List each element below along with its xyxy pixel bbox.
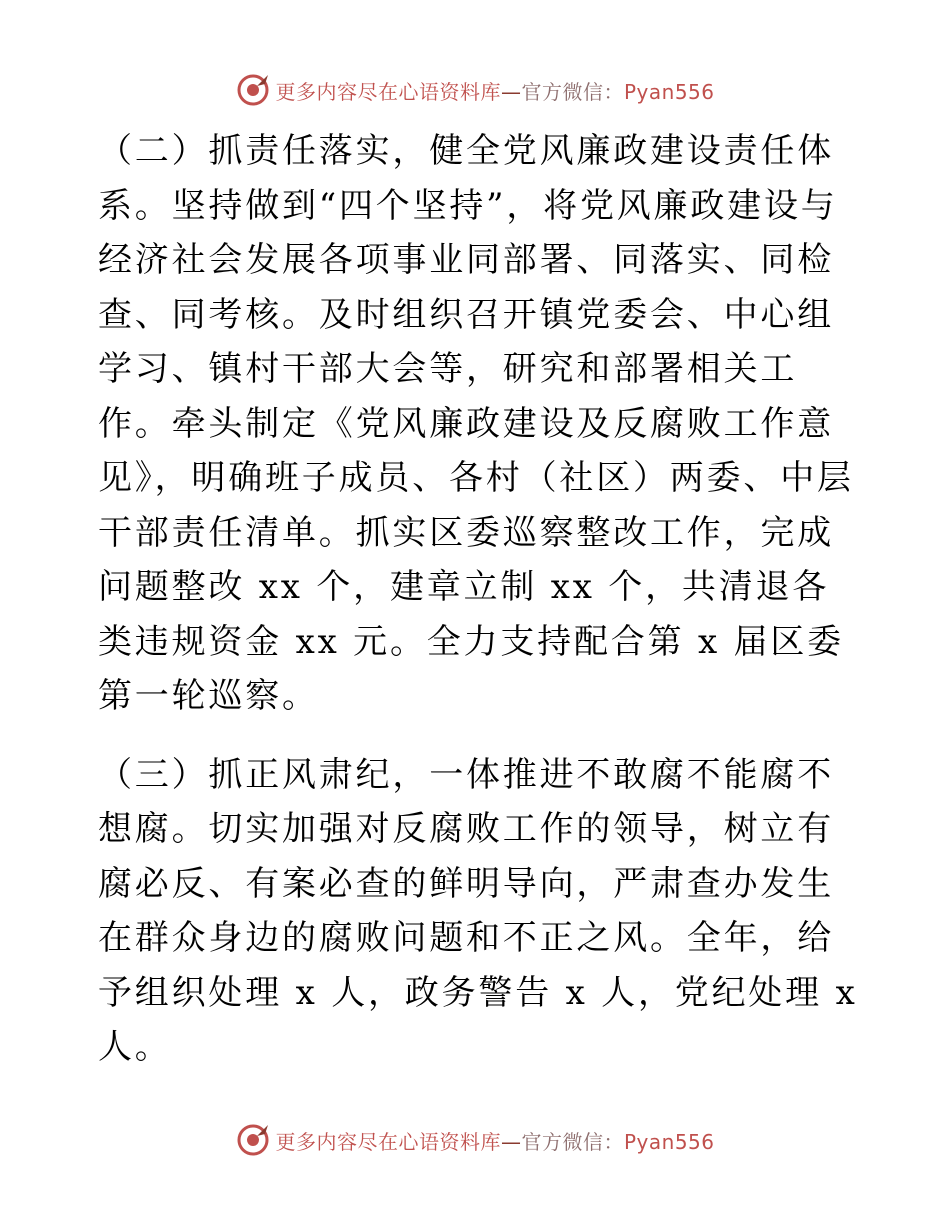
watermark-wechat-id: Pyan556 [623, 1129, 715, 1154]
document-body [98, 124, 858, 1075]
quill-logo-icon [235, 72, 271, 108]
watermark-label: 官方微信： [521, 79, 624, 104]
watermark-separator: — [500, 1129, 522, 1154]
paragraph-discipline: （三）抓正风肃纪，一体推进不敢腐不能腐不想腐。切实加强对反腐败工作的领导，树立有腐必反、有案必查的鲜明导向，严肃查办发生在群众身边的腐败问题和不正之风。全年，给予组织处理 x 人，政务警告 x 人，党纪处理 x 人。 [98, 754, 858, 1067]
watermark-separator: — [500, 79, 522, 104]
watermark-main-text: 更多内容尽在心语资料库 [275, 1129, 501, 1154]
watermark-wechat-id: Pyan556 [623, 79, 715, 104]
footer-watermark [0, 1120, 950, 1160]
watermark-label: 官方微信： [521, 1129, 624, 1154]
quill-logo-icon [235, 1122, 271, 1158]
watermark-main-text: 更多内容尽在心语资料库 [275, 79, 501, 104]
header-watermark [0, 70, 950, 110]
paragraph-responsibility: （二）抓责任落实，健全党风廉政建设责任体系。坚持做到“四个坚持”，将党风廉政建设与经济社会发展各项事业同部署、同落实、同检查、同考核。及时组织召开镇党委会、中心组学习、镇村干部大会等，研究和部署相关工作。牵头制定《党风廉政建设及反腐败工作意见》，明确班子成员、各村（社区）两委、中层干部责任清单。抓实区委巡察整改工作，完成问题整改 xx 个，建章立制 xx 个，共清退各类违规资金 xx 元。全力支持配合第 x 届区委第一轮巡察。 [98, 131, 854, 716]
